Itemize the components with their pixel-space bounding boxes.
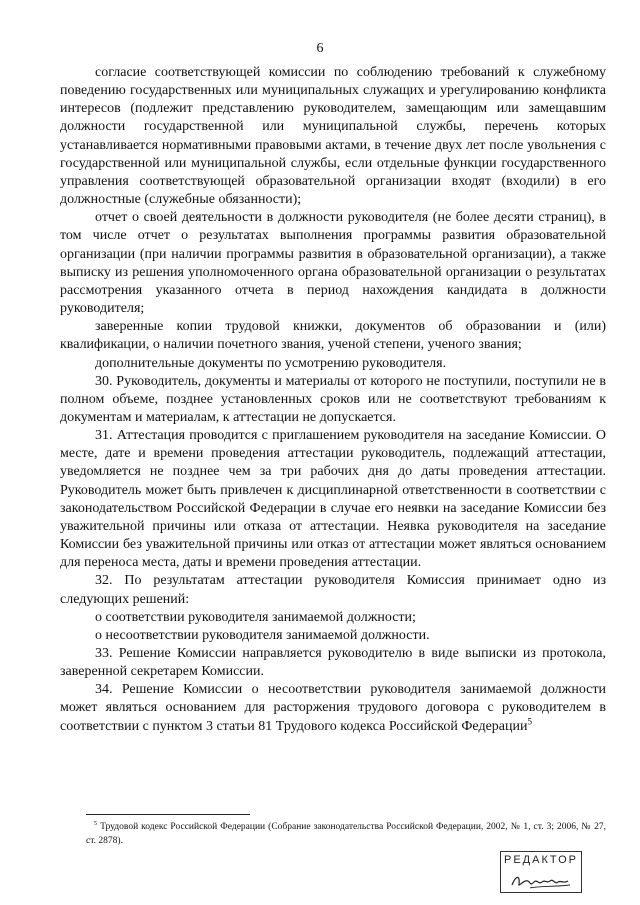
footnote	[86, 820, 606, 848]
page-number: 6	[316, 41, 324, 56]
signature-icon	[508, 869, 574, 891]
paragraph-30: 30. Руководитель, документы и материалы от которого не поступили, поступили не в полном объеме, позднее установленных сроков или не соответствуют требованиям к документам и материалам, к аттестации не допускается.	[60, 373, 606, 425]
paragraph-34	[60, 681, 606, 735]
stamp-label: РЕДАКТОР	[504, 854, 578, 866]
footnote-text: Трудовой кодекс Российской Федерации (Собрание законодательства Российской Федерации, 2002, № 1, ст. 3; 2006, № 27, ст. 2878).	[86, 822, 606, 846]
paragraph-34-text: 34. Решение Комиссии о несоответствии руководителя занимаемой должности может являться основанием для расторжения трудового договора с руководителем в соответствии с пунктом 3 статьи 81 Трудового кодекса Российской Федерации	[60, 682, 606, 734]
body-text	[60, 64, 606, 736]
paragraph-32: 32. По результатам аттестации руководителя Комиссия принимает одно из следующих решений:	[60, 573, 606, 607]
paragraph-report: отчет о своей деятельности в должности руководителя (не более десяти страниц), в том числе отчет о результатах выполнения программы развития образовательной организации (при наличии программы развития в образовательной организации), а также выписку из решения уполномоченного органа образовательной организации о результатах рассмотрения указанного отчета в период нахождения кандидата в должности руководителя;	[60, 210, 606, 317]
footnote-reference: 5	[527, 715, 533, 726]
paragraph-certified-copies: заверенные копии трудовой книжки, документов об образовании и (или) квалификации, о наличии почетного звания, ученой степени, ученого звания;	[60, 319, 606, 353]
decision-option-not-conforms: о несоответствии руководителя занимаемой должности.	[95, 627, 430, 643]
paragraph-31: 31. Аттестация проводится с приглашением руководителя на заседание Комиссии. О месте, дате и времени проведения аттестации руководитель, подлежащий аттестации, уведомляется не позднее чем за три рабочих дня до даты проведения аттестации. Руководитель может быть привлечен к дисциплинарной ответственности в соответствии с законодательством Российской Федерации в случае его неявки на заседание Комиссии без уважительной причины или отказа от аттестации. Неявка руководителя на заседание Комиссии без уважительной причины или отказ от аттестации может являться основанием для переноса места, даты и времени проведения аттестации.	[60, 428, 606, 571]
decision-option-conforms: о соответствии руководителя занимаемой должности;	[95, 609, 416, 625]
paragraph-consent: согласие соответствующей комиссии по соблюдению требований к служебному поведению государственных или муниципальных служащих и урегулированию конфликта интересов (подлежит представлению руководителем, замещающим или замещавшим должности государственной или муниципальной службы, перечень которых устанавливается нормативными правовыми актами, в течение двух лет после увольнения с государственной или муниципальной службы, если отдельные функции государственного управления соответствующей образовательной организации входят (входили) в его должностные (служебные обязанности);	[60, 65, 606, 208]
paragraph-additional-documents: дополнительные документы по усмотрению руководителя.	[95, 355, 447, 371]
editor-stamp	[500, 851, 584, 894]
footnote-divider	[86, 814, 250, 815]
paragraph-33: 33. Решение Комиссии направляется руководителю в виде выписки из протокола, заверенной секретарем Комиссии.	[60, 646, 606, 680]
footnote-number: 5	[94, 820, 98, 827]
